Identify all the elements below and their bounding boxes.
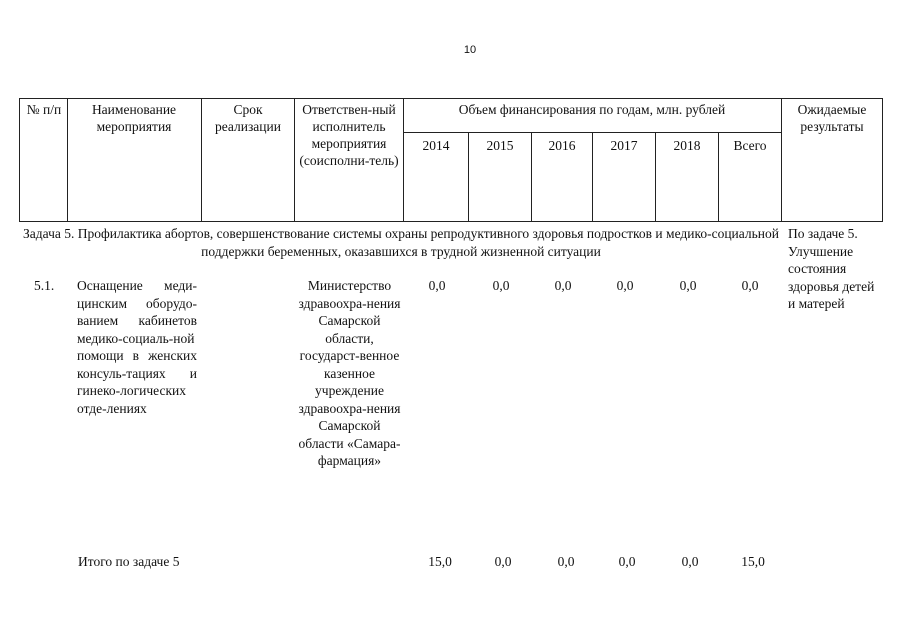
col-border (403, 98, 404, 222)
row-number: 5.1. (34, 278, 55, 293)
col-border (67, 98, 68, 222)
total-value-2014: 15,0 (428, 554, 452, 569)
header-year-2018: 2018 (673, 138, 701, 153)
col-border (781, 98, 782, 222)
header-responsible: Ответствен-ный исполнитель мероприятия (соисполни-тель) (299, 102, 399, 168)
header-year-2015: 2015 (486, 138, 514, 153)
header-year-2017: 2017 (610, 138, 638, 153)
header-bottom-border (19, 221, 883, 222)
header-results: Ожидаемые результаты (797, 102, 867, 134)
header-top-border (19, 98, 883, 99)
page-number: 10 (463, 44, 477, 56)
header-total: Всего (733, 138, 767, 153)
col-border (19, 98, 20, 222)
col-border (882, 98, 883, 222)
row-responsible: Министерство здравоохра-нения Самарской области, государст-венное казенное учреждение здравоохра-нения Самарской области «Самара-фармация» (298, 278, 401, 468)
total-value-2016: 0,0 (557, 554, 575, 569)
header-no: № п/п (26, 102, 62, 117)
task-title: Задача 5. Профилактика абортов, совершенствование системы охраны репродуктивного здоровья подростков и медико-социальной поддержки беременных, оказавшихся в трудной жизненной ситуации (23, 226, 779, 259)
row-value-2016: 0,0 (554, 278, 572, 293)
total-value-2017: 0,0 (618, 554, 636, 569)
row-value-2017: 0,0 (616, 278, 634, 293)
row-value-total: 0,0 (741, 278, 759, 293)
total-value-all: 15,0 (741, 554, 765, 569)
row-value-2018: 0,0 (679, 278, 697, 293)
col-border (201, 98, 202, 222)
header-name: Наименование мероприятия (91, 102, 177, 134)
task-result: По задаче 5. Улучшение состояния здоровья детей и матерей (788, 226, 875, 311)
row-name: Оснащение меди-цинским оборудо-ванием кабинетов медико-социаль-ной помощи в женских консуль-тациях и гинеко-логических отде-лениях (77, 278, 197, 416)
header-term: Срок реализации (215, 102, 281, 134)
total-value-2018: 0,0 (681, 554, 699, 569)
col-border (294, 98, 295, 222)
row-value-2015: 0,0 (492, 278, 510, 293)
header-year-2016: 2016 (548, 138, 576, 153)
header-funding: Объем финансирования по годам, млн. рублей (458, 102, 726, 117)
total-label: Итого по задаче 5 (78, 554, 180, 569)
total-value-2015: 0,0 (494, 554, 512, 569)
row-value-2014: 0,0 (428, 278, 446, 293)
header-year-2014: 2014 (422, 138, 450, 153)
